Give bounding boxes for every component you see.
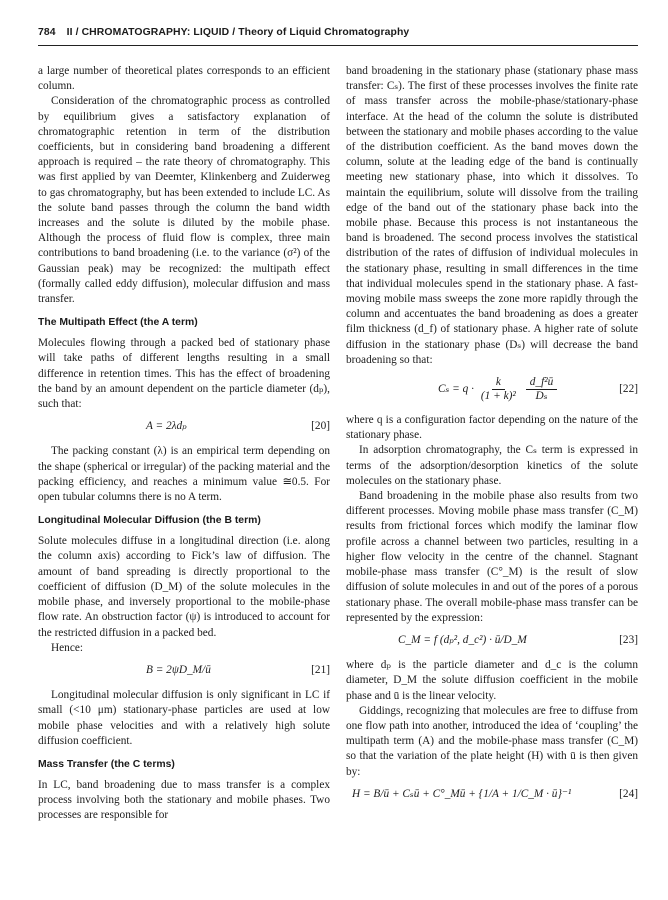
running-head xyxy=(38,27,638,38)
equation-21 xyxy=(38,663,330,678)
equation-24 xyxy=(346,787,638,802)
paragraph: Giddings, recognizing that molecules are free to diffuse from one flow path into another, introduced the idea of ‘coupling’ the multipath term (A) and the mobile-phase mass transfer (C_M) so that the variation of the plate height (H) with ū is then given by: xyxy=(346,704,638,778)
equation-number: [22] xyxy=(619,382,638,395)
equation-lhs: Cₛ = q · xyxy=(438,382,474,395)
equation-number: [24] xyxy=(619,787,638,800)
equation-number: [20] xyxy=(311,420,330,433)
equation-22 xyxy=(346,376,638,403)
equation-body xyxy=(438,376,560,403)
denominator: Dₛ xyxy=(535,390,548,403)
numerator: d_f²ū xyxy=(526,376,557,390)
page-number: 784 xyxy=(38,27,56,38)
numerator: k xyxy=(492,376,505,390)
paragraph: Molecules flowing through a packed bed of stationary phase will take paths of different lengths resulting in a small difference in retention times. This has the effect of broadening the band by an amount dependent on the particle diameter (dₚ), such that: xyxy=(38,337,330,411)
paragraph: In LC, band broadening due to mass transfer is a complex process involving both the stationary and mobile phases. Two processes are responsible for xyxy=(38,778,330,822)
paragraph: a large number of theoretical plates corresponds to an efficient column. xyxy=(38,65,330,93)
paragraph: Hence: xyxy=(51,641,83,654)
fraction xyxy=(477,376,520,403)
paragraph: Solute molecules diffuse in a longitudinal direction (i.e. along the column axis) according to Fick’s law of diffusion. The amount of band spreading is directly proportional to the coefficient of diffusion (D_M) of the solute molecules in the mobile phase, and inversely proportional to the mobile-phase flow rate. An obstruction factor (ψ) is introduced to account for the restricted diffusion in a packed bed. xyxy=(38,535,330,639)
section-heading-c-terms: Mass Transfer (the C terms) xyxy=(38,758,175,770)
section-heading-a-term: The Multipath Effect (the A term) xyxy=(38,317,198,329)
equation-23 xyxy=(346,633,638,648)
paragraph: where q is a configuration factor depending on the nature of the stationary phase. xyxy=(346,414,638,442)
equation-body: A = 2λdₚ xyxy=(146,420,187,433)
equation-body: C_M = f (dₚ², d_c²) · ū/D_M xyxy=(398,633,527,646)
paragraph: Consideration of the chromatographic process as controlled by equilibrium gives a satisfactory explanation of chromatographic retention in term of the distribution coefficients, but in considering band broadening a different approach is required – the rate theory of chromatography. This was first applied by van Deemter, Klinkenberg and Zuiderweg to gas chromatography, but has been extended to include LC. As the solute band passes through the column the band width increases and the solute is diluted by the mobile phase. Although the process of fluid flow is complex, three main contributions to band broadening (i.e. to the variance (σ²) of the Gaussian peak) may be recognized: the multipath effect (formally called eddy diffusion), molecular diffusion and mass transfer. xyxy=(38,95,330,306)
left-column xyxy=(38,64,330,824)
equation-number: [21] xyxy=(311,663,330,676)
paragraph: band broadening in the stationary phase (stationary phase mass transfer: Cₛ). The first of these processes involves the finite rate of mass transfer across the mobile-phase/stationary-phase interface. At the head of the column the solute is distributed between the stationary and mobile phases according to the value of the distribution coefficient. As the band moves down the column, solute at the leading edge of the band is continually meeting new stationary phase, into which it dissolves. To maintain the equilibrium, solute will dissolve from the trailing edge of the band out of the stationary phase back into the mobile phase. Because this process is not instantaneous the band is broadened. The second process involves the statistical distribution of the rates of diffusion of individual molecules in the stationary phase, resulting in small differences in the time that individual molecules spend in the stationary phase. A fast-moving mobile mass sweeps the zone more rapidly through the column and accentuates the band broadening as does a greater film thickness (d_f) of stationary phase. A higher rate of solute diffusion in the stationary phase (Dₛ) will decrease the band broadening so that: xyxy=(346,65,638,366)
paragraph: Band broadening in the mobile phase also results from two different processes. Moving mobile phase mass transfer (C_M) results from frictional forces which modify the laminar flow profile across a channel between two particles, resulting in a higher flow velocity in the centre of the channel. Stagnant mobile-phase mass transfer (C°_M) is the result of slow diffusion of solute molecules in and out of the pores of a porous stationary phase. The overall mobile-phase mass transfer can be represented by the expression: xyxy=(346,490,638,624)
header-rule xyxy=(38,45,638,46)
equation-20 xyxy=(38,419,330,434)
right-column xyxy=(346,64,638,812)
fraction xyxy=(526,376,557,403)
equation-number: [23] xyxy=(619,633,638,646)
paragraph: where dₚ is the particle diameter and d_c is the column diameter, D_M the solute diffusion coefficient in the mobile phase and ū is the linear velocity. xyxy=(346,659,638,702)
denominator: (1 + k)² xyxy=(480,390,516,403)
paragraph: The packing constant (λ) is an empirical term depending on the shape (spherical or irregular) of the packing material and the packing efficiency, and reaches a minimum value ≅0.5. For open tubular columns there is no A term. xyxy=(38,445,330,504)
section-heading-b-term: Longitudinal Molecular Diffusion (the B term) xyxy=(38,515,261,527)
equation-body: H = B/ū + Cₛū + C°_Mū + {1/A + 1/C_M · ū}⁻¹ xyxy=(352,787,572,800)
paragraph: In adsorption chromatography, the Cₛ term is expressed in terms of the adsorption/desorption kinetics of the solute molecules on the stationary phase. xyxy=(346,444,638,487)
paragraph: Longitudinal molecular diffusion is only significant in LC if small (<10 μm) stationary-phase particles are used at low mobile phase velocities and with a relatively high solute diffusion coefficient. xyxy=(38,689,330,747)
running-title: II / CHROMATOGRAPHY: LIQUID / Theory of Liquid Chromatography xyxy=(66,27,410,38)
equation-body: B = 2ψD_M/ū xyxy=(146,663,211,676)
